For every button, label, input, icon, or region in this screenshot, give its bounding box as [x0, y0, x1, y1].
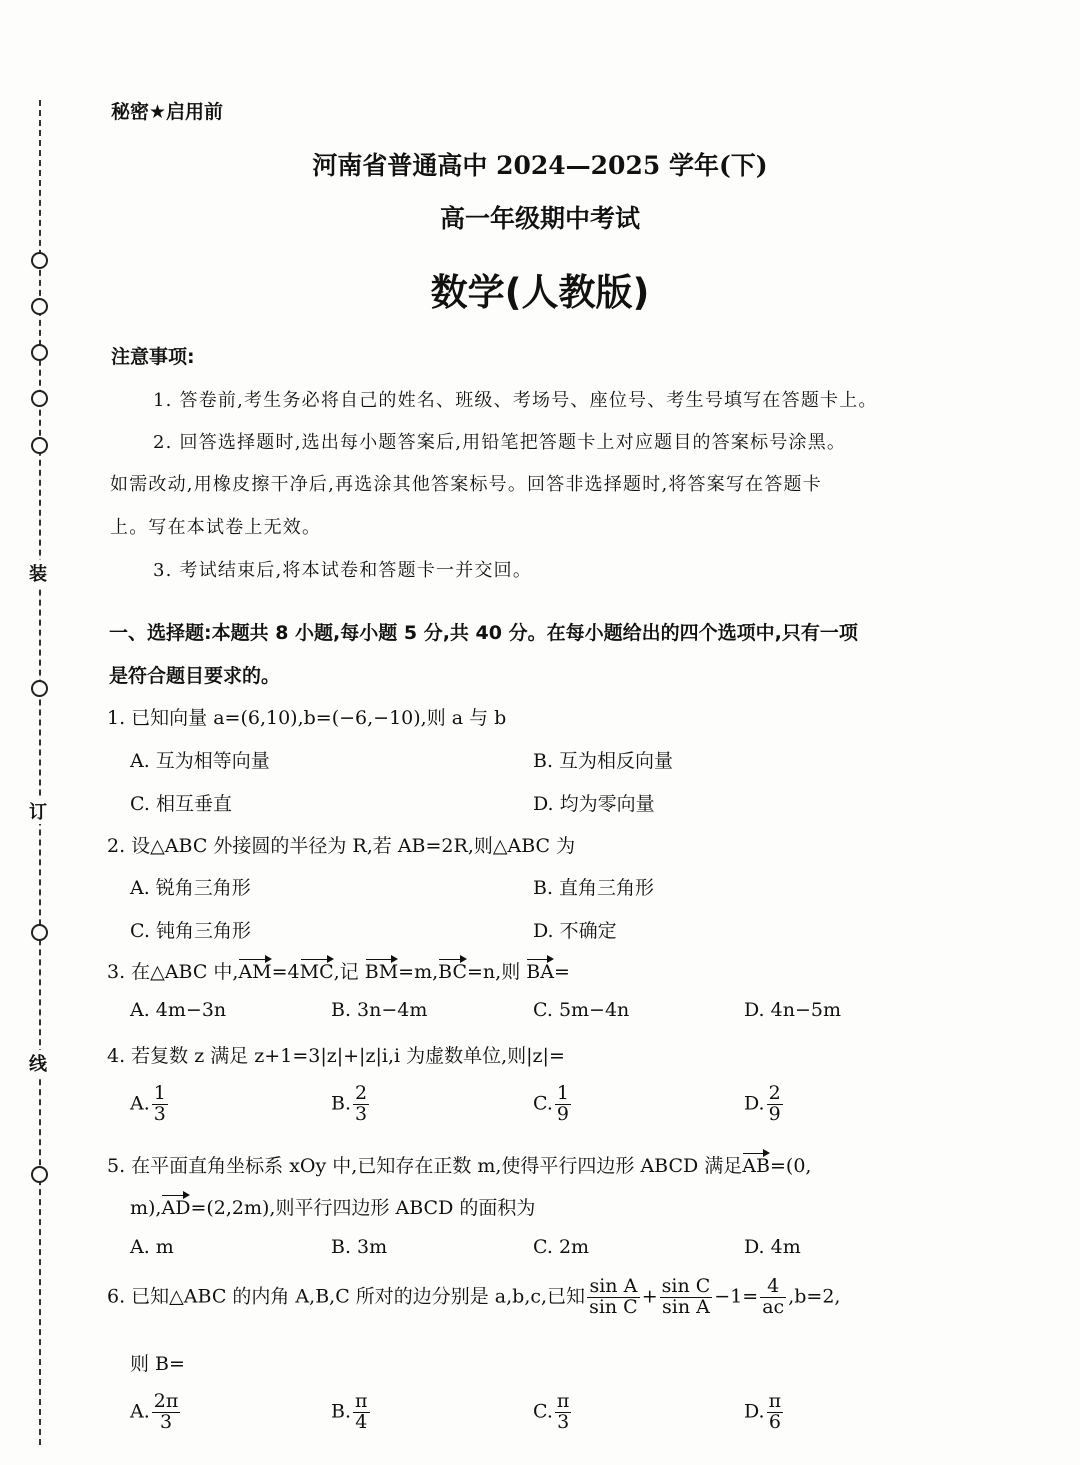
binding-char-zhuang: 装 — [27, 560, 49, 586]
q4-option-a — [130, 1084, 170, 1125]
q1-option-c: C. 相互垂直 — [130, 793, 232, 815]
binding-ring — [31, 1166, 48, 1183]
q6-text: ,b=2, — [788, 1285, 841, 1308]
question-2-stem: 2. 设△ABC 外接圆的半径为 R,若 AB=2R,则△ABC 为 — [107, 835, 576, 857]
binding-ring — [31, 390, 48, 407]
q5-text: =(2,2m),则平行四边形 ABCD 的面积为 — [190, 1197, 536, 1219]
numerator: 2π — [153, 1390, 179, 1412]
note-item-2-end: 上。写在本试卷上无效。 — [110, 517, 322, 538]
vector-bm: BM — [364, 961, 399, 983]
denominator: 9 — [556, 1102, 569, 1125]
q5-text: 5. 在平面直角坐标系 xOy 中,已知存在正数 m,使得平行四边形 ABCD 满足 — [107, 1155, 743, 1177]
q5-option-d: D. 4m — [744, 1236, 801, 1258]
option-label: A. — [130, 1092, 150, 1115]
q2-option-a: A. 锐角三角形 — [130, 877, 251, 899]
section-heading-cont: 是符合题目要求的。 — [109, 665, 281, 687]
denominator: 4 — [355, 1410, 368, 1433]
denominator: 3 — [355, 1102, 368, 1125]
subject-title: 数学(人教版) — [430, 271, 650, 314]
fraction — [587, 1277, 640, 1318]
binding-char-xian: 线 — [27, 1050, 49, 1076]
q3-text: ,记 — [333, 961, 365, 983]
vector-ab: AB — [742, 1155, 770, 1177]
q3-option-a: A. 4m−3n — [130, 999, 227, 1021]
q3-text: = — [553, 961, 570, 983]
option-label: B. — [331, 1092, 352, 1115]
numerator: 2 — [355, 1082, 368, 1104]
binding-ring — [31, 344, 48, 361]
note-item-1: 1. 答卷前,考生务必将自己的姓名、班级、考场号、座位号、考生号填写在答题卡上。 — [153, 390, 878, 411]
fraction — [555, 1392, 572, 1433]
numerator: π — [768, 1390, 782, 1412]
q2-option-b: B. 直角三角形 — [533, 877, 655, 899]
q5-text: m), — [130, 1197, 162, 1219]
option-label: B. — [331, 1400, 352, 1423]
numerator: 2 — [768, 1082, 781, 1104]
question-5-stem — [107, 1151, 811, 1178]
notes-heading: 注意事项: — [111, 346, 195, 368]
q3-text: =n,则 — [467, 961, 527, 983]
q6-text: 6. 已知△ABC 的内角 A,B,C 所对的边分别是 a,b,c,已知 — [107, 1285, 586, 1308]
binding-ring — [31, 437, 48, 454]
numerator: sin A — [587, 1277, 640, 1298]
vector-ba: BA — [526, 961, 554, 983]
option-label: D. — [744, 1400, 765, 1423]
q2-option-c: C. 钝角三角形 — [130, 920, 251, 942]
question-6-stem — [107, 1277, 840, 1318]
note-item-2-cont: 如需改动,用橡皮擦干净后,再选涂其他答案标号。回答非选择题时,将答案写在答题卡 — [110, 474, 822, 495]
q1-option-d: D. 均为零向量 — [533, 793, 655, 815]
confidential-label: 秘密★启用前 — [111, 101, 224, 123]
question-3-stem — [107, 957, 570, 984]
numerator: 4 — [760, 1277, 786, 1298]
exam-title-line2: 高一年级期中考试 — [439, 204, 640, 233]
option-label: C. — [533, 1092, 553, 1115]
q5-option-c: C. 2m — [533, 1236, 590, 1258]
option-label: C. — [533, 1400, 553, 1423]
numerator: sin C — [661, 1275, 711, 1297]
question-4-stem: 4. 若复数 z 满足 z+1=3|z|+|z|i,i 为虚数单位,则|z|= — [107, 1045, 565, 1067]
q6-text: −1= — [714, 1285, 759, 1308]
denominator: 3 — [557, 1410, 570, 1433]
exam-title-line1: 河南省普通高中 2024—2025 学年(下) — [312, 151, 768, 180]
question-1-stem: 1. 已知向量 a=(6,10),b=(−6,−10),则 a 与 b — [107, 707, 507, 729]
q4-option-c — [533, 1084, 573, 1125]
binding-char-ding: 订 — [27, 798, 49, 824]
denominator: 6 — [768, 1410, 781, 1433]
denominator: ac — [762, 1295, 785, 1318]
option-label: A. — [130, 1400, 150, 1423]
fraction — [353, 1084, 369, 1125]
q4-option-d — [744, 1084, 785, 1125]
vector-mc: MC — [299, 961, 334, 983]
denominator: 3 — [153, 1102, 166, 1125]
denominator: 3 — [160, 1410, 173, 1433]
denominator: 9 — [768, 1102, 781, 1125]
q5-text: =(0, — [769, 1155, 812, 1177]
fraction — [760, 1277, 786, 1318]
q1-option-b: B. 互为相反向量 — [533, 750, 674, 772]
option-label: D. — [744, 1092, 765, 1115]
q1-option-a: A. 互为相等向量 — [130, 750, 270, 772]
numerator: π — [355, 1390, 368, 1412]
q5-option-a: A. m — [130, 1236, 174, 1258]
q3-text: =4 — [271, 961, 300, 983]
vector-bc: BC — [438, 961, 467, 983]
section-heading: 一、选择题:本题共 8 小题,每小题 5 分,共 40 分。在每小题给出的四个选项中,只有一项 — [109, 622, 858, 644]
fraction — [767, 1084, 783, 1125]
vector-am: AM — [238, 961, 272, 983]
q6-option-c — [533, 1392, 573, 1433]
binding-ring — [31, 680, 48, 697]
q3-option-b: B. 3n−4m — [331, 999, 428, 1021]
q5-option-b: B. 3m — [331, 1236, 388, 1258]
q6-text: + — [641, 1285, 658, 1308]
numerator: 1 — [556, 1082, 569, 1104]
numerator: π — [556, 1390, 570, 1412]
fraction — [660, 1277, 713, 1318]
q6-option-d — [744, 1392, 785, 1433]
vector-ad: AD — [161, 1197, 191, 1219]
binding-ring — [31, 924, 48, 941]
q3-text: =m, — [398, 961, 439, 983]
numerator: 1 — [153, 1082, 166, 1104]
note-item-2: 2. 回答选择题时,选出每小题答案后,用铅笔把答题卡上对应题目的答案标号涂黑。 — [153, 432, 847, 453]
denominator: sin C — [589, 1295, 638, 1318]
fraction — [152, 1392, 181, 1433]
fraction — [767, 1392, 784, 1433]
denominator: sin A — [662, 1295, 710, 1318]
note-item-3: 3. 考试结束后,将本试卷和答题卡一并交回。 — [153, 560, 533, 581]
fraction — [555, 1084, 571, 1125]
q3-option-d: D. 4n−5m — [744, 999, 841, 1021]
q6-option-a — [130, 1392, 182, 1433]
q3-text: 3. 在△ABC 中, — [107, 961, 239, 983]
fraction — [152, 1084, 168, 1125]
question-6-then: 则 B= — [130, 1353, 185, 1375]
q4-option-b — [331, 1084, 371, 1125]
q2-option-d: D. 不确定 — [533, 920, 617, 942]
fraction — [353, 1392, 370, 1433]
q6-option-b — [331, 1392, 372, 1433]
question-5-stem-cont — [130, 1193, 535, 1220]
q3-option-c: C. 5m−4n — [533, 999, 630, 1021]
